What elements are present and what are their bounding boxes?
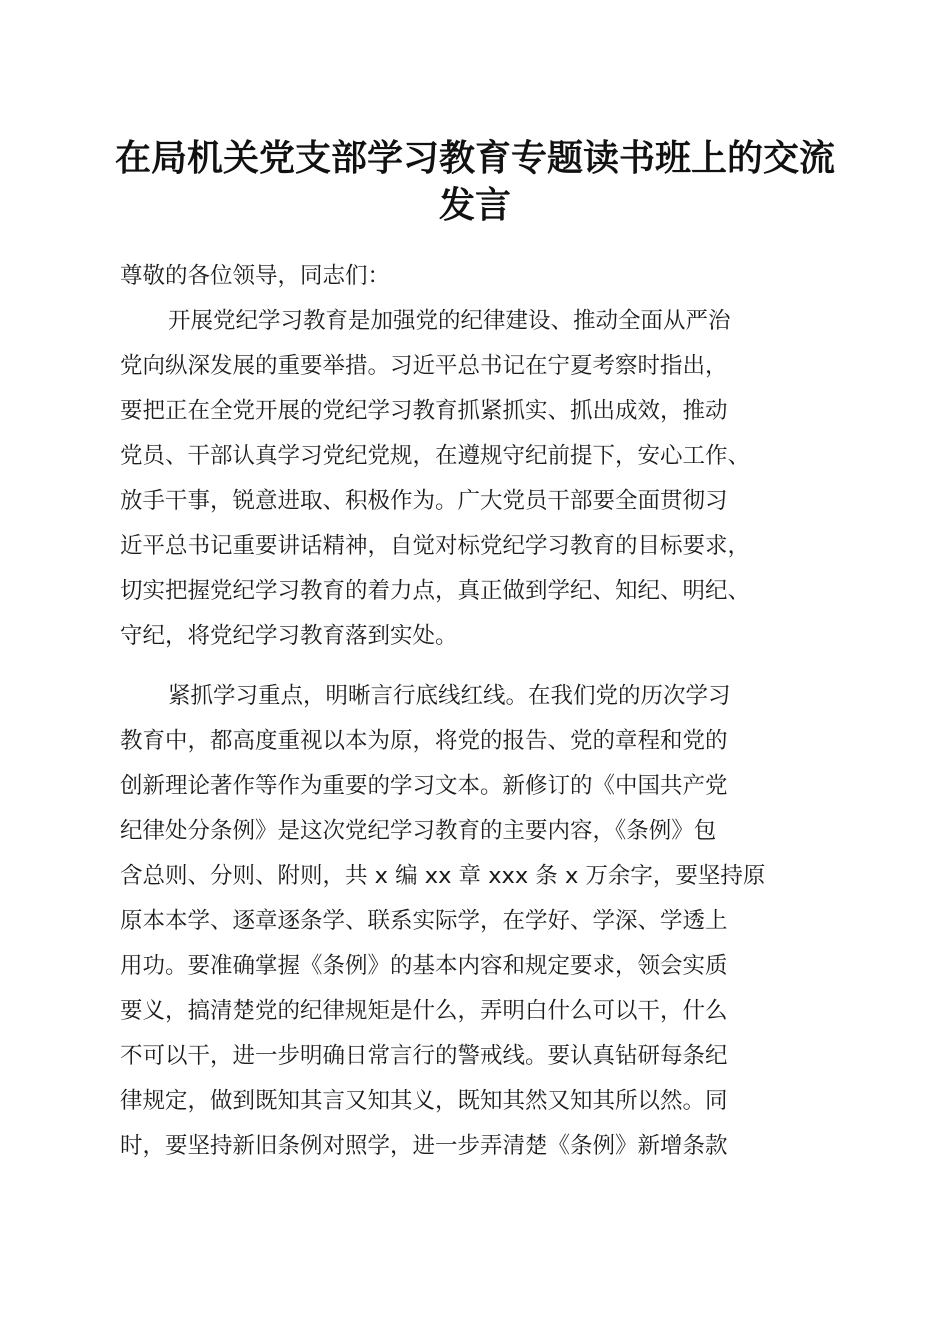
paragraph-2-line: 律规定，做到既知其言又知其义，既知其然又知其所以然。同 bbox=[120, 1088, 728, 1114]
paragraph-2-line: 纪律处分条例》是这次党纪学习教育的主要内容，《条例》包 bbox=[120, 818, 717, 844]
paragraph-2-line: 原本本学、逐章逐条学、联系实际学，在学好、学深、学透上 bbox=[120, 908, 728, 934]
paragraph-2-line: 紧抓学习重点，明晰言行底线红线。在我们党的历次学习 bbox=[168, 683, 731, 709]
document-title-line-1: 在局机关党支部学习教育专题读书班上的交流 bbox=[114, 137, 835, 179]
paragraph-1-line: 放手干事，锐意进取、积极作为。广大党员干部要全面贯彻习 bbox=[120, 488, 728, 514]
paragraph-2-line: 创新理论著作等作为重要的学习文本。新修订的《中国共产党 bbox=[120, 773, 728, 799]
paragraph-1-line: 切实把握党纪学习教育的着力点，真正做到学纪、知纪、明纪、 bbox=[120, 578, 751, 604]
paragraph-1-line: 近平总书记重要讲话精神，自觉对标党纪学习教育的目标要求， bbox=[120, 533, 751, 559]
paragraph-1-line: 党向纵深发展的重要举措。习近平总书记在宁夏考察时指出， bbox=[120, 353, 728, 379]
paragraph-2-line: 教育中，都高度重视以本为原，将党的报告、党的章程和党的 bbox=[120, 728, 728, 754]
paragraph-2-line: 时，要坚持新旧条例对照学，进一步弄清楚《条例》新增条款 bbox=[120, 1133, 728, 1159]
paragraph-1-line: 守纪，将党纪学习教育落到实处。 bbox=[120, 623, 458, 649]
paragraph-2-line: 含总则、分则、附则，共 x 编 xx 章 xxx 条 x 万余字，要坚持原 bbox=[120, 863, 766, 889]
paragraph-1-line: 开展党纪学习教育是加强党的纪律建设、推动全面从严治 bbox=[168, 308, 731, 334]
document-title-line-2: 发言 bbox=[438, 184, 511, 226]
paragraph-2-line: 不可以干，进一步明确日常言行的警戒线。要认真钻研每条纪 bbox=[120, 1043, 728, 1069]
paragraph-1-line: 要把正在全党开展的党纪学习教育抓紧抓实、抓出成效，推动 bbox=[120, 398, 728, 424]
paragraph-2-line: 要义，搞清楚党的纪律规矩是什么，弄明白什么可以干，什么 bbox=[120, 998, 728, 1024]
paragraph-2-line: 用功。要准确掌握《条例》的基本内容和规定要求，领会实质 bbox=[120, 953, 728, 979]
paragraph-1-line: 党员、干部认真学习党纪党规，在遵规守纪前提下，安心工作、 bbox=[120, 443, 751, 469]
salutation: 尊敬的各位领导，同志们： bbox=[120, 263, 391, 289]
